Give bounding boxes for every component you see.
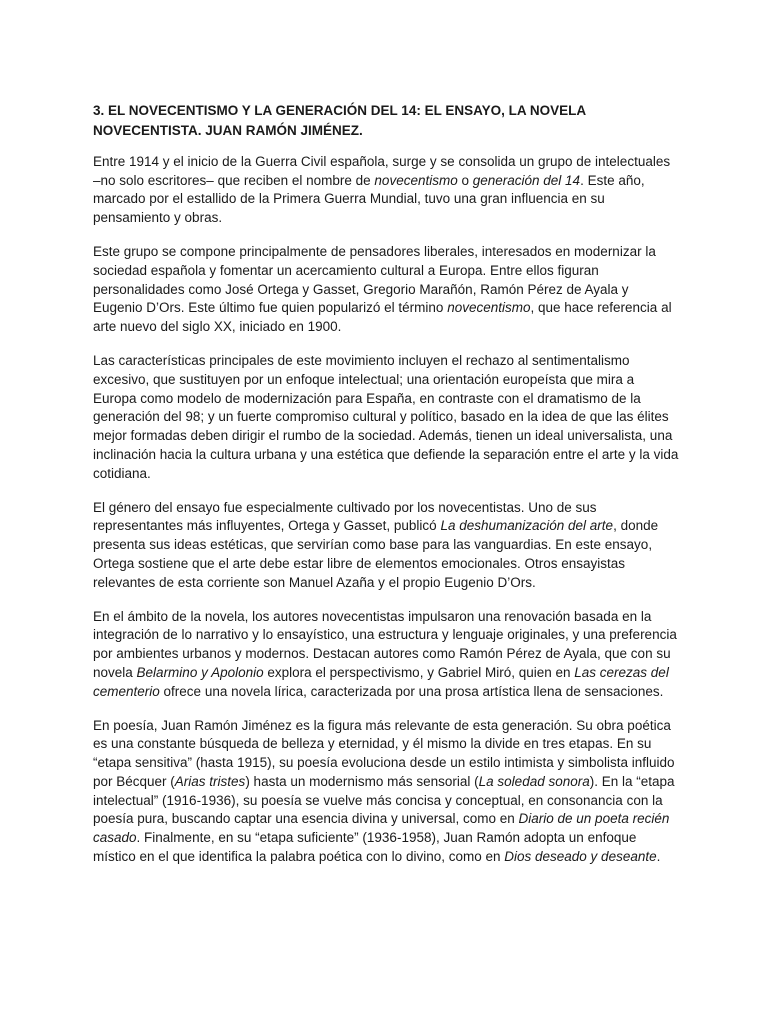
paragraph-text: ofrece una novela lírica, caracterizada por una prosa artística llena de sensaciones. [159, 683, 664, 699]
body-paragraph [93, 352, 681, 483]
italic-text: La deshumanización del arte [440, 518, 614, 534]
italic-text: generación del 14 [472, 172, 581, 188]
paragraph-text: , que hace referencia al arte nuevo del siglo XX, iniciado en 1900. [93, 300, 672, 335]
italic-text: novecentismo [447, 300, 531, 316]
paragraph-text: explora el perspectivismo, y Gabriel Miró, quien en [263, 664, 575, 680]
paragraph-text: . [656, 848, 661, 864]
paragraph-text: ) hasta un modernismo más sensorial ( [245, 773, 479, 789]
paragraph-text: , donde presenta sus ideas estéticas, que servirían como base para las vanguardias. En este ensayo, Ortega sostiene que el arte debe estar libre de elementos emocionales. Otros ensayistas relevantes de esta corriente son Manuel Azaña y el propio Eugenio D’Ors. [93, 518, 659, 590]
paragraph-text: En poesía, Juan Ramón Jiménez es la figura más relevante de esta generación. Su obra poética es una constante búsqueda de belleza y eternidad, y él mismo la divide en tres etapas. En su “etapa sensitiva” (hasta 1915), su poesía evoluciona desde un estilo intimista y simbolista influido por Bécquer ( [93, 717, 675, 789]
document-title: 3. EL NOVECENTISMO Y LA GENERACIÓN DEL 14: EL ENSAYO, LA NOVELA NOVECENTISTA. JUAN RAMÓN JIMÉNEZ. [93, 103, 586, 138]
document-body [93, 153, 681, 866]
italic-text: Diario de un poeta recién casado [93, 811, 670, 845]
italic-text: Las cerezas del cementerio [93, 664, 669, 699]
paragraph-text: . Finalmente, en su “etapa suficiente” (1936-1958), Juan Ramón adopta un enfoque místico en el que identifica la palabra poética con lo divino, como en [93, 830, 637, 864]
body-paragraph [93, 499, 681, 593]
body-paragraph [93, 153, 681, 228]
paragraph-text: Este grupo se compone principalmente de pensadores liberales, interesados en modernizar la sociedad española y fomentar un acercamiento cultural a Europa. Entre ellos figuran personalidades como José Ortega y Gasset, Gregorio Marañón, Ramón Pérez de Ayala y Eugenio D’Ors. Este último fue quien popularizó el término [93, 244, 656, 316]
paragraph-text: . Este año, marcado por el estallido de la Primera Guerra Mundial, tuvo una gran influencia en su pensamiento y obras. [93, 172, 645, 226]
paragraph-text: Entre 1914 y el inicio de la Guerra Civil española, surge y se consolida un grupo de intelectuales –no solo escritores– que reciben el nombre de [93, 154, 671, 188]
paragraph-text: Las características principales de este movimiento incluyen el rechazo al sentimentalismo excesivo, que sustituyen por un enfoque intelectual; una orientación europeísta que mira a Europa como modelo de modernización para España, en contraste con el dramatismo de la generación del 98; y un fuerte compromiso cultural y político, basado en la idea de que las élites mejor formadas deben dirigir el rumbo de la sociedad. Además, tienen un ideal universalista, una inclinación hacia la cultura urbana y una estética que defiende la separación entre el arte y la vida cotidiana. [93, 353, 679, 481]
body-paragraph [93, 243, 681, 337]
body-paragraph [93, 717, 681, 867]
italic-text: Belarmino y Apolonio [136, 664, 264, 680]
italic-text: La soledad sonora [478, 773, 590, 789]
paragraph-text: o [457, 172, 473, 188]
document-page [93, 101, 681, 882]
italic-text: novecentismo [374, 172, 458, 188]
body-paragraph [93, 608, 681, 702]
paragraph-text: El género del ensayo fue especialmente cultivado por los novecentistas. Uno de sus representantes más influyentes, Ortega y Gasset, publicó [93, 499, 597, 534]
paragraph-text: En el ámbito de la novela, los autores novecentistas impulsaron una renovación basada en la integración de lo narrativo y lo ensayístico, una estructura y lenguaje originales, y una preferencia por ambientes urbanos y modernos. Destacan autores como Ramón Pérez de Ayala, que con su novela [93, 608, 677, 680]
paragraph-text: ). En la “etapa intelectual” (1916-1936), su poesía se vuelve más concisa y conceptual, en consonancia con la poesía pura, buscando captar una esencia divina y universal, como en [93, 773, 675, 827]
italic-text: Dios deseado y deseante [504, 848, 657, 864]
italic-text: Arias tristes [174, 773, 246, 789]
